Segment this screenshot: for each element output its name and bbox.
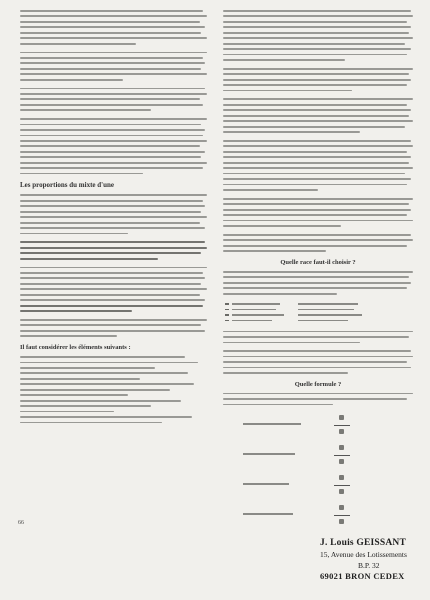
paragraph bbox=[20, 88, 207, 112]
address-name: J. Louis GEISSANT bbox=[320, 538, 407, 548]
paragraph bbox=[223, 198, 413, 227]
section-heading: Les proportions du mixte d'une bbox=[20, 181, 114, 190]
section-heading: Quelle formule ? bbox=[294, 380, 342, 388]
sender-address bbox=[320, 538, 407, 582]
address-city: 69021 BRON CEDEX bbox=[320, 571, 405, 581]
paragraph bbox=[223, 331, 413, 344]
formula-row bbox=[223, 502, 413, 528]
address-po-box: B.P. 32 bbox=[358, 561, 380, 570]
section-heading: Quelle race faut-il choisir ? bbox=[280, 259, 356, 266]
paragraph bbox=[20, 10, 207, 45]
paragraph bbox=[223, 393, 413, 406]
formula-row bbox=[223, 442, 413, 468]
measurement-list bbox=[223, 302, 413, 324]
paragraph bbox=[20, 118, 207, 174]
paragraph bbox=[223, 350, 413, 374]
numbered-list bbox=[20, 356, 207, 423]
formula-row bbox=[223, 412, 413, 438]
paragraph bbox=[20, 194, 207, 234]
formula-row bbox=[223, 472, 413, 498]
left-column bbox=[20, 10, 207, 430]
paragraph bbox=[20, 267, 207, 312]
paragraph bbox=[20, 52, 207, 81]
paragraph bbox=[20, 241, 207, 259]
list-heading: Il faut considérer les éléments suivants : bbox=[20, 344, 131, 352]
paragraph bbox=[223, 140, 413, 191]
paragraph bbox=[223, 98, 413, 133]
paragraph bbox=[223, 271, 413, 295]
paragraph bbox=[20, 319, 207, 337]
paragraph bbox=[223, 234, 413, 252]
page-number: 66 bbox=[18, 520, 24, 526]
paragraph bbox=[223, 68, 413, 92]
right-column bbox=[223, 10, 413, 532]
address-street: 15, Avenue des Lotissements bbox=[320, 550, 407, 559]
paragraph bbox=[223, 10, 413, 61]
